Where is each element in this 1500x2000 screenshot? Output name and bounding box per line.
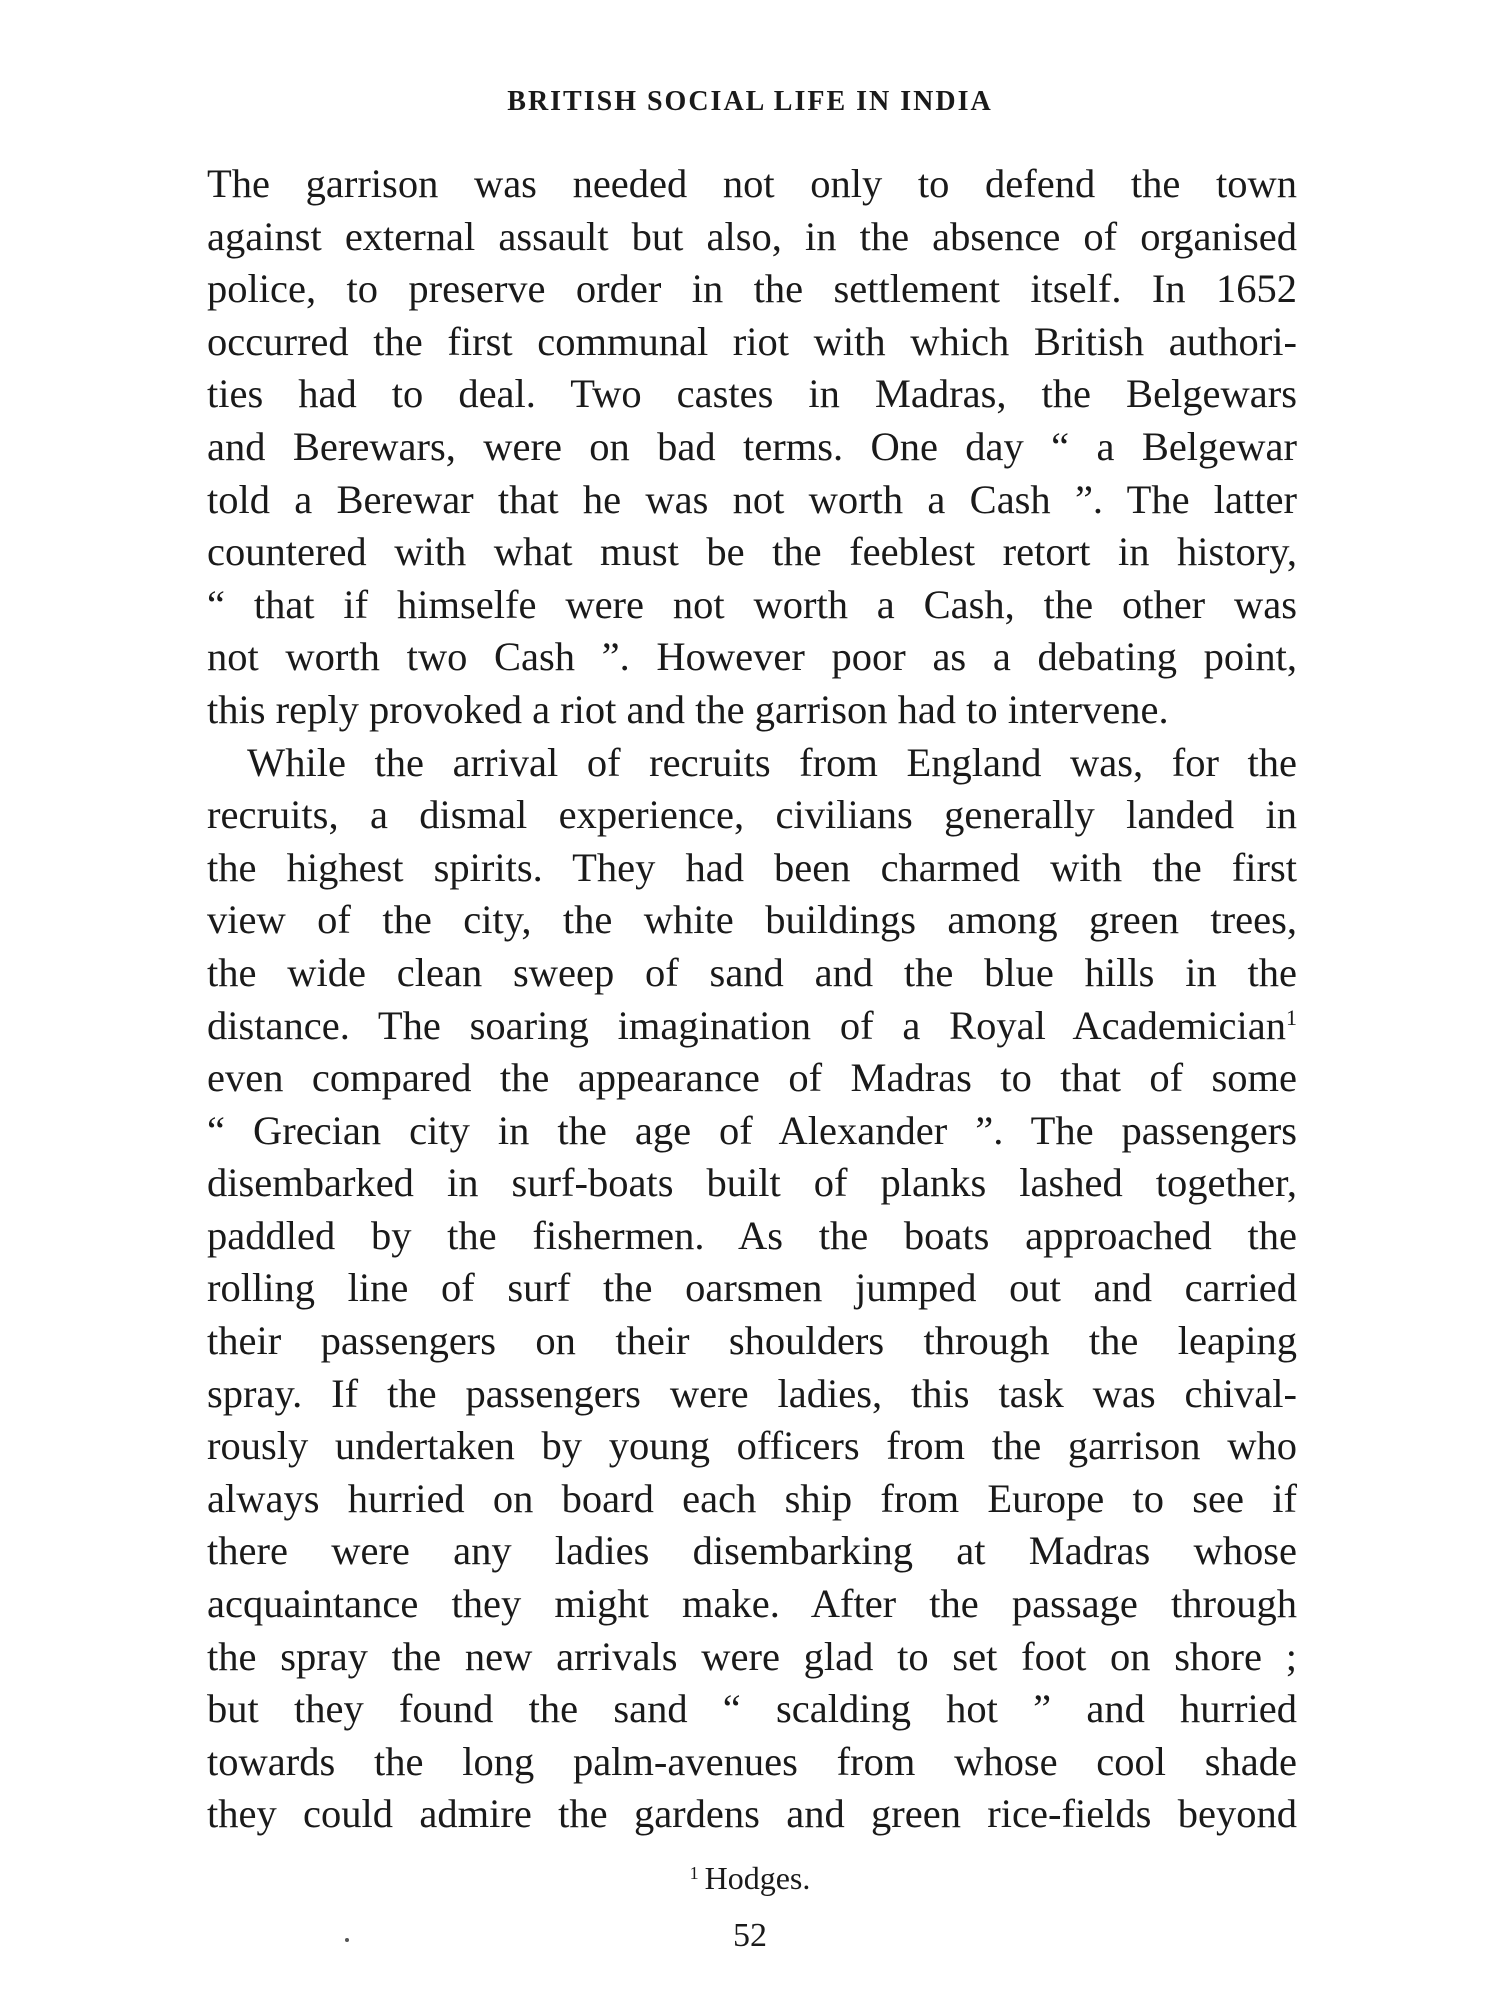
- text-line: The garrison was needed not only to defend the town: [207, 161, 1297, 206]
- page-number: 52: [733, 1917, 767, 1954]
- text-line: not worth two Cash ”. However poor as a debating point,: [207, 634, 1297, 680]
- running-head: BRITISH SOCIAL LIFE IN INDIA: [507, 86, 993, 117]
- text-line: the wide clean sweep of sand and the blue hills in the: [207, 949, 1297, 995]
- text-line: “ that if himselfe were not worth a Cash, the other was: [207, 581, 1297, 627]
- text-line: told a Berewar that he was not worth a Cash ”. The latter: [207, 476, 1297, 522]
- text-line: but they found the sand “ scalding hot ” and hurried: [207, 1686, 1297, 1732]
- text-line: the spray the new arrivals were glad to set foot on shore ;: [207, 1633, 1297, 1679]
- text-line: their passengers on their shoulders through the leaping: [207, 1318, 1297, 1364]
- text-line-content: distance. The soaring imagination of a Royal Academician: [207, 1002, 1286, 1048]
- text-line: even compared the appearance of Madras to that of some: [207, 1055, 1297, 1101]
- text-line: acquaintance they might make. After the passage through: [207, 1581, 1297, 1627]
- text-line: While the arrival of recruits from England was, for the: [247, 739, 1297, 785]
- text-line: “ Grecian city in the age of Alexander ”. The passengers: [207, 1107, 1297, 1153]
- text-line: rolling line of surf the oarsmen jumped out and carried: [207, 1265, 1297, 1311]
- text-line: towards the long palm-avenues from whose cool shade: [207, 1738, 1297, 1784]
- text-line: occurred the first communal riot with which British authori-: [207, 318, 1297, 364]
- text-line: against external assault but also, in the absence of organised: [207, 213, 1297, 259]
- footnote-mark: 1: [689, 1863, 699, 1883]
- text-line: the highest spirits. They had been charmed with the first: [207, 844, 1297, 890]
- footnote: [0, 1860, 1500, 1897]
- text-line: paddled by the fishermen. As the boats approached the: [207, 1212, 1297, 1258]
- text-line: recruits, a dismal experience, civilians generally landed in: [207, 792, 1297, 838]
- text-line: they could admire the gardens and green rice-fields beyond: [207, 1791, 1297, 1837]
- text-line: disembarked in surf-boats built of planks lashed together,: [207, 1160, 1297, 1206]
- text-line: ties had to deal. Two castes in Madras, the Belgewars: [207, 371, 1297, 417]
- text-line: and Berewars, were on bad terms. One day “ a Belgewar: [207, 423, 1297, 469]
- text-line: rously undertaken by young officers from the garrison who: [207, 1423, 1297, 1469]
- footnote-text: Hodges.: [704, 1860, 811, 1896]
- text-line: police, to preserve order in the settlement itself. In 1652: [207, 266, 1297, 312]
- text-line: view of the city, the white buildings among green trees,: [207, 897, 1297, 943]
- text-line-with-footnote: [207, 1000, 1297, 1053]
- text-line: there were any ladies disembarking at Madras whose: [207, 1528, 1297, 1574]
- text-line: countered with what must be the feeblest retort in history,: [207, 529, 1297, 575]
- print-speck: [345, 1938, 349, 1942]
- text-line: always hurried on board each ship from Europe to see if: [207, 1475, 1297, 1521]
- body-text: [207, 158, 1297, 1841]
- text-line: this reply provoked a riot and the garrison had to intervene.: [207, 686, 1169, 732]
- footnote-reference: 1: [1286, 1004, 1297, 1030]
- text-line: spray. If the passengers were ladies, this task was chival-: [207, 1370, 1297, 1416]
